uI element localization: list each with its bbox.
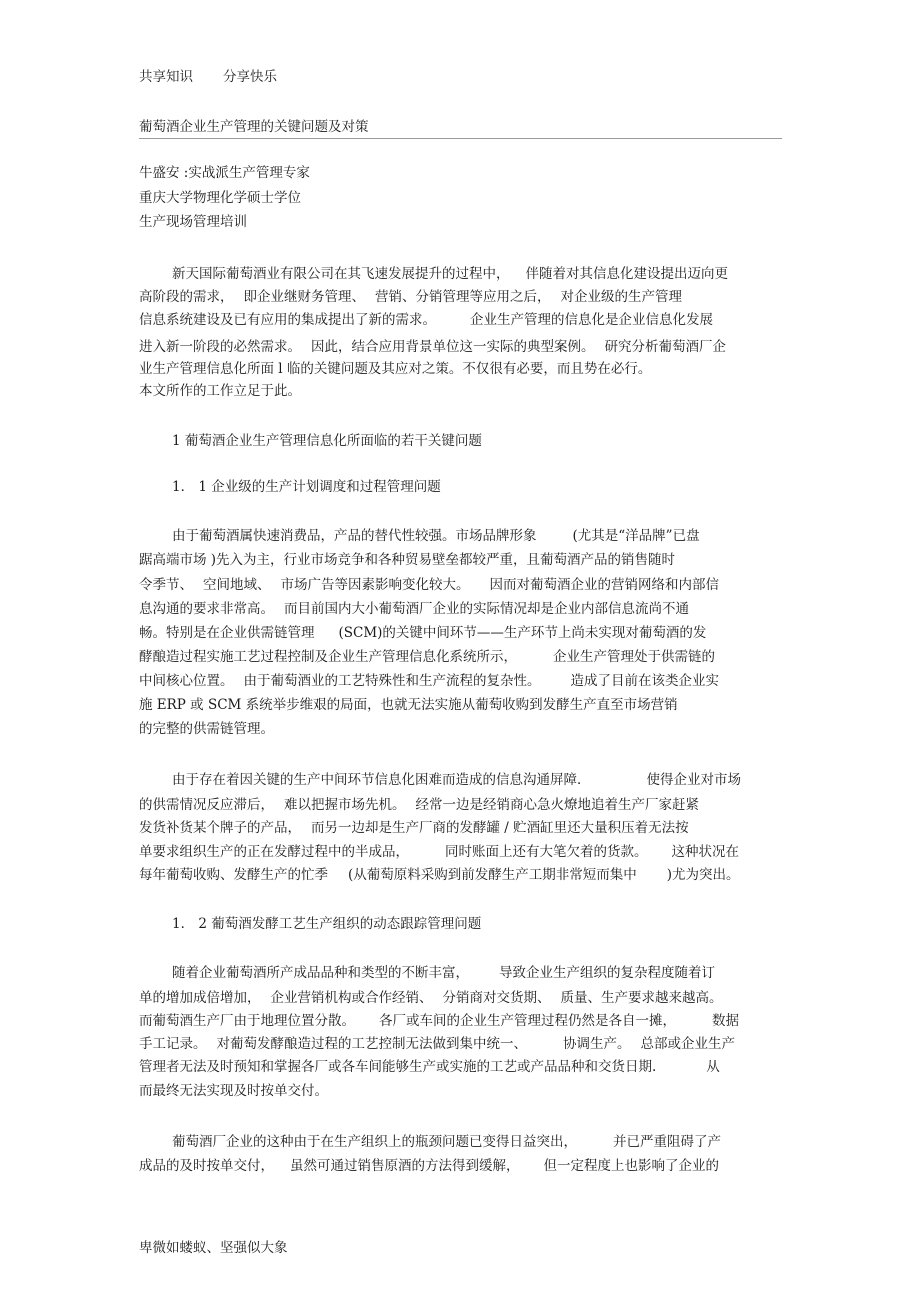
document-title: 葡萄酒企业生产管理的关键问题及对策 (139, 119, 369, 135)
section-heading: 1 葡萄酒企业生产管理信息化所面临的若干关键问题 (172, 433, 482, 449)
paragraph-line: 畅。特别是在企业供需链管理 (SCM)的关键中间环节——生产环节上尚未实现对葡萄酒的发 (139, 625, 707, 641)
paragraph-line: 中间核心位置。 由于葡萄酒业的工艺特殊性和生产流程的复杂性。 造成了目前在该类企业实 (139, 673, 719, 689)
author-line-1: 牛盛安 :实战派生产管理专家 (139, 165, 310, 181)
intro-line: 进入新一阶段的必然需求。 因此，结合应用背景单位这一实际的典型案例。 研究分析葡萄酒厂企 (139, 339, 726, 355)
author-line-2: 重庆大学物理化学硕士学位 (139, 190, 301, 206)
paragraph-line: 单要求组织生产的正在发酵过程中的半成品， 同时账面上还有大笔欠着的货款。 这种状况在 (139, 844, 739, 860)
author-line-3: 生产现场管理培训 (139, 214, 247, 230)
intro-line: 信息系统建设及已有应用的集成提出了新的需求。 企业生产管理的信息化是企业信息化发展 (139, 312, 713, 328)
paragraph-line: 由于葡萄酒属快速消费品，产品的替代性较强。市场品牌形象 (尤其是“洋品牌”已盘 (172, 528, 700, 544)
paragraph-line: 息沟通的要求非常高。 而目前国内大小葡萄酒厂企业的实际情况却是企业内部信息流尚不通 (139, 601, 689, 617)
paragraph-line: 施 ERP 或 SCM 系统举步维艰的局面，也就无法实施从葡萄收购到发酵生产直至市场营销 (139, 697, 678, 713)
header-right-text: 分享快乐 (223, 69, 277, 85)
intro-line: 高阶段的需求， 即企业继财务管理、 营销、分销管理等应用之后， 对企业级的生产管理 (139, 289, 682, 305)
paragraph-line: 单的增加成倍增加， 企业营销机构或合作经销、 分销商对交货期、 质量、生产要求越来越高。 (139, 990, 723, 1006)
paragraph-line: 由于存在着因关键的生产中间环节信息化困难而造成的信息沟通屏障． 使得企业对市场 (172, 772, 741, 788)
paragraph-line: 而最终无法实现及时按单交付。 (139, 1083, 328, 1099)
paragraph-line: 酵酿造过程实施工艺过程控制及企业生产管理信息化系统所示， 企业生产管理处于供需链的 (139, 649, 715, 665)
subsection-heading: 1． 2 葡萄酒发酵工艺生产组织的动态跟踪管理问题 (172, 916, 482, 932)
paragraph-line: 的完整的供需链管理。 (139, 721, 274, 737)
paragraph-line: 发货补货某个牌子的产品， 而另一边却是生产厂商的发酵罐 / 贮酒缸里还大量积压着无法按 (139, 820, 689, 836)
intro-line: 业生产管理信息化所面 l 临的关键问题及其应对之策。不仅很有必要，而且势在必行。 (139, 361, 652, 377)
paragraph-line: 葡萄酒厂企业的这种由于在生产组织上的瓶颈问题已变得日益突出， 并已严重阻碍了产 (172, 1134, 721, 1150)
paragraph-line: 令季节、 空间地域、 市场广告等因素影响变化较大。 因而对葡萄酒企业的营销网络和内部信 (139, 577, 719, 593)
paragraph-line: 管理者无法及时预知和掌握各厂或各车间能够生产或实施的工艺或产品品种和交货日期. 从 (139, 1059, 720, 1075)
intro-line: 新天国际葡萄酒业有限公司在其飞速发展提升的过程中， 伴随着对其信息化建设提出迈向更 (172, 266, 728, 282)
header-left-text: 共享知识 (139, 69, 193, 85)
paragraph-line: 成品的及时按单交付， 虽然可通过销售原酒的方法得到缓解， 但一定程度上也影响了企业的 (139, 1158, 719, 1174)
page-footer: 卑微如蝼蚁、坚强似大象 (139, 1240, 288, 1256)
paragraph-line: 手工记录。 对葡萄发酵酿造过程的工艺控制无法做到集中统一、 协调生产。 总部或企业生产 (139, 1036, 735, 1052)
page-header (139, 68, 277, 86)
paragraph-line: 随着企业葡萄酒所产成品品种和类型的不断丰富， 导致企业生产组织的复杂程度随着订 (172, 965, 715, 981)
intro-line: 本文所作的工作立足于此。 (139, 383, 301, 399)
paragraph-line: 踞高端市场 )先入为主，行业市场竞争和各种贸易壁垒都较严重，且葡萄酒产品的销售随时 (139, 552, 676, 568)
paragraph-line: 的供需情况反应滞后， 难以把握市场先机。 经常一边是经销商心急火燎地追着生产厂家赶紧 (139, 797, 699, 813)
title-divider (139, 138, 782, 139)
subsection-heading: 1． 1 企业级的生产计划调度和过程管理问题 (172, 479, 441, 495)
paragraph-line: 每年葡萄收购、发酵生产的忙季 (从葡萄原料采购到前发酵生产工期非常短而集中 )尤为突出。 (139, 867, 740, 883)
paragraph-line: 而葡萄酒生产厂由于地理位置分散。 各厂或车间的企业生产管理过程仍然是各自一摊， 数据 (139, 1013, 739, 1029)
